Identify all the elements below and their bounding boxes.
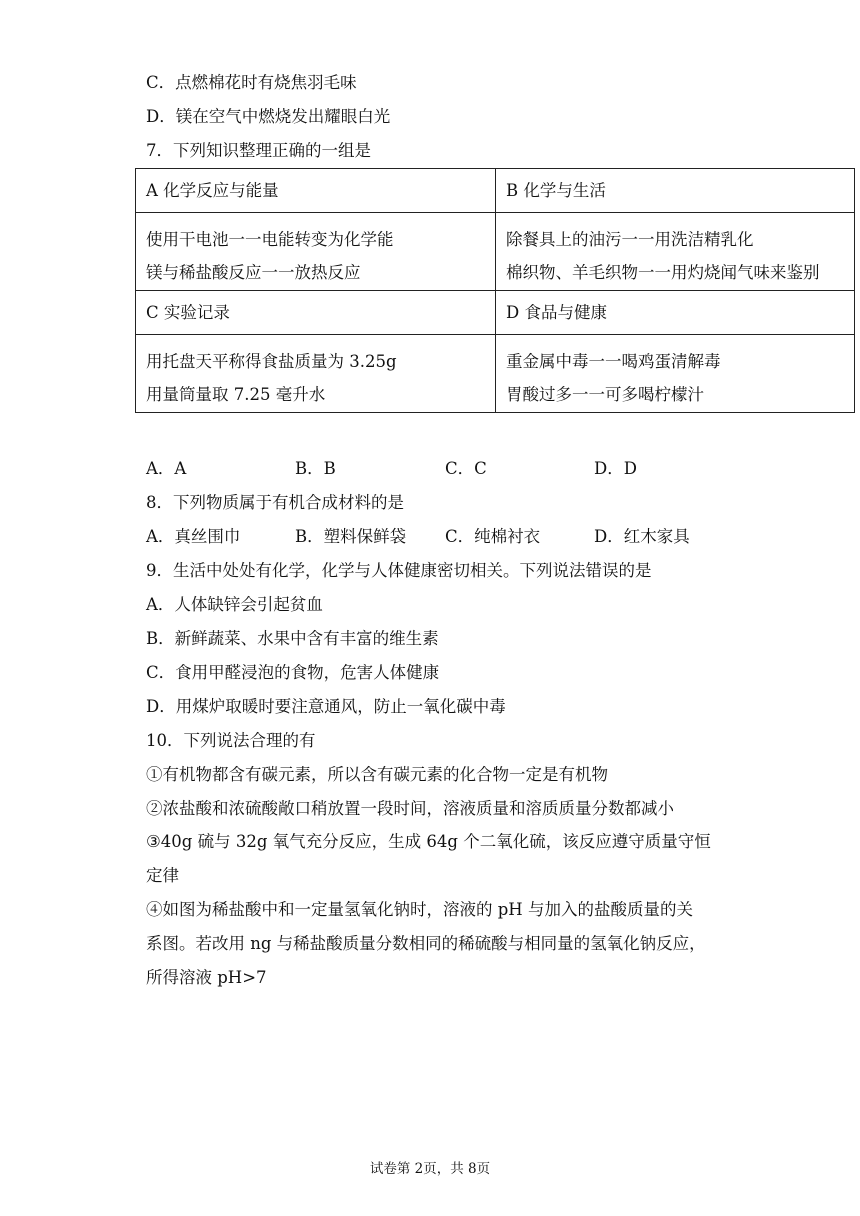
q10-statement-2: ②浓盐酸和浓硫酸敞口稍放置一段时间，溶液质量和溶质质量分数都减小 [146,799,674,818]
q7-stem: 7．下列知识整理正确的一组是 [146,141,371,160]
table-cell-b-body [496,213,855,291]
q8-option-a: A．真丝围巾 [146,527,241,546]
q8-option-c: C．纯棉衬衣 [445,527,541,546]
q9-option-c: C．食用甲醛浸泡的食物，危害人体健康 [146,663,440,682]
q10-statement-3-cont: 定律 [146,866,179,885]
q8-option-d: D．红木家具 [594,527,690,546]
table-text: 棉织物、羊毛织物一一用灼烧闻气味来鉴别 [506,263,820,282]
page-footer: 试卷第 2页，共 8页 [369,1161,491,1177]
q9-option-a: A．人体缺锌会引起贫血 [146,595,323,614]
q8-stem: 8．下列物质属于有机合成材料的是 [146,493,404,512]
q7-option-d: D．D [594,459,637,478]
q10-stem: 10．下列说法合理的有 [146,731,316,750]
q10-statement-3: ③40g 硫与 32g 氧气充分反应，生成 64g 个二氧化硫，该反应遵守质量守恒 [146,832,711,851]
q7-option-b: B．B [295,459,336,478]
q10-statement-4-end: 所得溶液 pH>7 [146,968,267,987]
q6-option-d: D．镁在空气中燃烧发出耀眼白光 [146,107,391,126]
table-cell-a-head: A 化学反应与能量 [136,169,496,213]
q9-option-b: B．新鲜蔬菜、水果中含有丰富的维生素 [146,629,439,648]
q7-option-a: A．A [146,459,187,478]
q10-statement-4: ④如图为稀盐酸中和一定量氢氧化钠时，溶液的 pH 与加入的盐酸质量的关 [146,900,693,919]
table-cell-c-head: C 实验记录 [136,291,496,335]
table-cell-a-body [136,213,496,291]
table-cell-c-body [136,335,496,413]
table-text: 用量筒量取 7.25 毫升水 [146,385,326,404]
q7-option-c: C．C [445,459,487,478]
table-text: 使用干电池一一电能转变为化学能 [146,230,394,249]
table-cell-b-head: B 化学与生活 [496,169,855,213]
q9-stem: 9．生活中处处有化学，化学与人体健康密切相关。下列说法错误的是 [146,561,652,580]
table-text: 重金属中毒一一喝鸡蛋清解毒 [506,352,721,371]
table-cell-d-head: D 食品与健康 [496,291,855,335]
q9-option-d: D．用煤炉取暖时要注意通风，防止一氧化碳中毒 [146,697,506,716]
table-text: 除餐具上的油污一一用洗洁精乳化 [506,230,754,249]
q10-statement-1: ①有机物都含有碳元素，所以含有碳元素的化合物一定是有机物 [146,765,608,784]
q7-table [135,168,855,413]
q6-option-c: C．点燃棉花时有烧焦羽毛味 [146,73,357,92]
q10-statement-4-cont: 系图。若改用 ng 与稀盐酸质量分数相同的稀硫酸与相同量的氢氧化钠反应， [146,934,706,953]
table-text: 镁与稀盐酸反应一一放热反应 [146,263,361,282]
q8-option-b: B．塑料保鲜袋 [295,527,407,546]
table-text: 用托盘天平称得食盐质量为 3.25g [146,352,397,371]
table-cell-d-body [496,335,855,413]
table-text: 胃酸过多一一可多喝柠檬汁 [506,385,704,404]
